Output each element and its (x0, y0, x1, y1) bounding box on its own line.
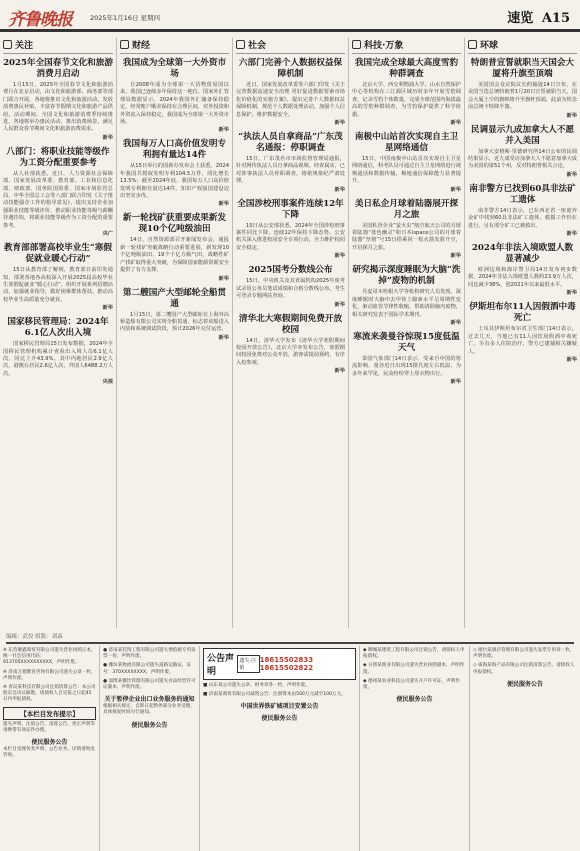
banner-title: 公告声明 (207, 654, 235, 677)
column-finance (116, 38, 232, 628)
article-source: 新华 (334, 186, 345, 193)
column-science (348, 38, 464, 628)
ad-subtitle: 关于暂停企业出口业务服务的通知 (104, 696, 195, 704)
article-body: 15日，中国南极中山站首次实现自主卫星网络通信，科考队员可通过自主卫星网络进行视频通话和数据传输，极地通信保障能力显著提升。 (352, 156, 461, 185)
article (352, 199, 461, 260)
banner-phone[interactable]: 18615502833 18615502822 (259, 656, 314, 672)
column-society (232, 38, 348, 628)
article (3, 243, 113, 311)
article (120, 58, 229, 133)
ad-item: ■ 济南某商贸有限公司减资公告：注册资本由500万元减至100万元。 (203, 692, 346, 698)
article (352, 332, 461, 385)
ad-item: 根据相关规定，自即日起暂停部分业务受理，具体恢复时间另行通知。 (103, 704, 195, 716)
column-heading: 财经 (120, 38, 229, 54)
editor-credit: 编辑：武佼 组版：刘淼 (6, 632, 574, 644)
article-source: 新华 (218, 201, 229, 208)
ad-column (0, 646, 100, 851)
service-notice-title: 便民服务公告 (261, 715, 298, 723)
article-source: 央广 (102, 231, 113, 238)
article (468, 184, 577, 237)
column-global (464, 38, 580, 628)
page-number: A15 (541, 11, 570, 26)
article (236, 265, 345, 307)
article-headline[interactable]: 2025年全国春节文化和旅游消费月启动 (3, 58, 113, 79)
ad-item: ● 潍坊某物流有限公司遗失道路运输证，证号：370XXXXXXXX，声明作废。 (103, 663, 192, 675)
article-source: 新华 (102, 134, 113, 141)
ad-item: ◆ 日照某渔业有限公司遗失营业执照副本，声明作废。 (363, 663, 465, 675)
article (3, 58, 113, 141)
article-body: 从人社部获悉，近日，人力资源社会保障部、国家发展改革委、教育部、工业和信息化部、财政部、国务院国资委、国家市场监管总局、中华全国总工会等八部门联合印发《关于推动技能强企工作的指导意见》，提出支持企业加强职业技能等级评价，推动职业技能等级与薪酬待遇挂钩，将职业技能等级作为工资分配的重要参考。 (3, 170, 113, 229)
article-headline[interactable]: 民调显示九成加拿大人不愿并入美国 (470, 124, 575, 146)
article-headline[interactable]: 教育部部署高校毕业生“寒假促就业暖心行动” (3, 243, 113, 265)
banner-tag: 遗失·注销 (237, 655, 259, 673)
article (236, 314, 345, 375)
article-headline[interactable]: 特朗普宣誓就职当天国会大厦将升旗至顶端 (470, 58, 575, 79)
ad-item: ◇ 威海某海产品有限公司注销清算公告，请债权人申报债权。 (473, 663, 575, 675)
article (468, 125, 577, 178)
article-body: 14日，自然资源部召开新闻发布会，通报新一轮找矿突破战略行动重要进展，新发现10个亿吨级油田、19个千亿方级气田，战略性矿产找矿取得重大突破，为保障国家能源资源安全提供了有力支撑。 (120, 237, 229, 274)
article-source: 新华 (450, 186, 461, 193)
section-icon (352, 40, 361, 49)
article-source: 新华 (218, 127, 229, 134)
article-source: 新华 (566, 112, 577, 119)
article-source: 新华 (450, 379, 461, 386)
article-headline[interactable]: 新一轮找矿获重要成果新发现10个亿吨级油田 (122, 213, 227, 235)
article (468, 58, 577, 119)
ad-banner[interactable] (203, 648, 356, 680)
article (236, 132, 345, 193)
article (468, 243, 577, 296)
ad-item: ◇ 烟台某酒店管理有限公司遗失发票专用章一枚，声明作废。 (473, 648, 575, 660)
article-source: 新华 (218, 275, 229, 282)
column-heading: 环球 (468, 38, 577, 54)
ad-column (470, 646, 580, 851)
service-notice-title: 便民服务公告 (506, 680, 543, 688)
newspaper-logo: 齐鲁晚报 (8, 10, 72, 30)
service-notice-title: 便民服务公告 (131, 721, 168, 729)
article-headline[interactable]: 第二艘国产大型邮轮全船贯通 (122, 287, 227, 309)
article-source: 新华 (566, 171, 577, 178)
article-body: 15日，广东茂名市市场监督管理局通报，针对网传执法人员自拿商品视频，经查属实，已对涉事执法人员停职调查，将依规依纪严肃处理。 (236, 156, 345, 185)
ad-item: ● 济南某装饰工程有限公司遗失增值税专用发票一份，声明作废。 (103, 648, 196, 660)
section-icon (3, 40, 12, 49)
article-headline[interactable]: 南极中山站首次实现自主卫星网络通信 (354, 132, 459, 154)
article-headline[interactable]: 清华北大寒假期间免费开放校园 (238, 313, 343, 335)
article-headline[interactable]: 我国成为全球第一大外资市场 (122, 58, 227, 79)
article-source: 新华 (218, 334, 229, 341)
article-body: 14日，清华大学发布《清华大学寒假期间校园开放公告》，北京大学亦发布公告，寒假期间校园免费对公众开放，游客需提前预约，有序入校参观。 (236, 337, 345, 366)
article (352, 132, 461, 193)
issue-date: 2025年1月16日 星期四 (90, 14, 161, 22)
service-notice-title: 便民服务公告 (31, 739, 68, 747)
article-body: 1月15日，2025年全国春节文化和旅游消费月在北京启动，由文化和旅游部、商务部等部门联合开展，各地将推出文化和旅游活动，发放消费惠民补贴，丰富春节假期文化和旅游产品供给。活动期间，全国文化和旅游消费季持续推进，各地将举办惠民活动，推出消费场景，满足人民群众春节期间文化和旅游消费需求。 (3, 82, 113, 133)
column-heading: 科技·万象 (352, 38, 461, 54)
service-notice-title: 便民服务公告 (396, 696, 433, 704)
article (352, 265, 461, 326)
ad-item: ◆ 德州某农业科技公司遗失开户许可证，声明作废。 (363, 678, 460, 691)
article-body: 从15日举行的国新办发布会上获悉，2024年我国共授权发明专利104.5万件，同比增长13.5%；截至2024年底，我国每万人口高价值发明专利拥有量达14件，知识产权强国建设迈出坚实步伐。 (120, 163, 229, 200)
article-headline[interactable]: 我国完成全球最大高度雪豹种群调查 (354, 58, 459, 79)
article-source: 新华 (450, 120, 461, 127)
section-icon (236, 40, 245, 49)
ad-item: ■ 山东某公司遗失公章、财务章各一枚，声明作废。 (203, 683, 310, 688)
ad-column (360, 646, 470, 851)
article-body: 美国国会众议院议长约翰逊14日宣布，在美国当选总统特朗普1月20日宣誓就职当天，国会大厦上空的旗帜将升至旗杆顶端，此前为悼念前总统卡特降半旗。 (468, 82, 577, 111)
ad-subtitle: 中国世界铁矿城项目安置公告 (240, 703, 319, 711)
article-source: 新华 (334, 301, 345, 308)
article-headline[interactable]: 研究揭示深度睡眠为大脑“洗掉”废物的机制 (352, 265, 461, 287)
section-name: 速览 (507, 11, 534, 26)
article (352, 58, 461, 126)
article (236, 58, 345, 126)
classified-ads (0, 646, 580, 851)
article-headline[interactable]: 2024年非法入境欧盟人数显著减少 (471, 243, 574, 265)
article-body: 15日，中央机关及其直属机构2025年度考试录用公务员笔试成绩和合格分数线公布，考生可登录专题网站查询。 (236, 278, 345, 300)
ad-column (100, 646, 200, 851)
article (236, 199, 345, 260)
article (468, 302, 577, 363)
article-body: 15日从公安部获悉，2024年全国涉校刑事案件同比下降，连续12年保持下降态势。公安机关深入推进校园安全专项行动，全力维护校园安全稳定。 (236, 222, 345, 251)
masthead (0, 0, 580, 32)
article-body: 1月15日，第二艘国产大型邮轮在上海外高桥造船有限公司实现全船贯通，标志着该船进入内装和系统调试阶段，预计2026年交付运营。 (120, 311, 229, 333)
article-source: 新华 (450, 253, 461, 260)
article-source: 央视 (102, 379, 113, 386)
article-body: 丹麦哥本哈根大学等机构研究人员发现，深度睡眠时大脑中去甲肾上腺素水平呈周期性变化，驱动血管节律性收缩，帮助清除脑内废物，相关研究发表于国际学术期刊。 (352, 289, 461, 318)
article-headline[interactable]: 寒流来袭曼谷惊现15度低温天气 (353, 331, 460, 353)
article (120, 288, 229, 341)
article-source: 新华 (566, 231, 577, 238)
article (3, 147, 113, 237)
article-body: 15日从教育部了解到，教育部日前印发通知，部署各地各高校深入开展2025届高校毕业生寒假促就业“暖心行动”，组织开展系列招聘活动，加强就业指导，做好困难群体帮扶，推动高校毕业生高质量充分就业。 (3, 267, 113, 303)
section-icon (468, 40, 477, 49)
article-headline[interactable]: 六部门完善个人数据权益保障机制 (238, 58, 343, 79)
article-headline[interactable]: 全国涉校刑事案件连续12年下降 (237, 198, 344, 220)
article-body: 北京大学、西交利物浦大学、山水自然保护中心等机构在三江源区域历时多年开展雪豹调查，记录雪豹个体数量，完成全球范围内海拔最高的雪豹种群调查，为雪豹保护提供了科学依据。 (352, 82, 461, 118)
article-source: 新华 (334, 253, 345, 260)
article-source: 新华 (566, 290, 577, 297)
article-body: 南非警方14日表示，已在西北省一座废弃金矿中找到60具非法矿工遗体，救援工作仍在进行，另有部分矿工已被救出。 (468, 207, 577, 229)
ad-box-body: 遗失声明、注销公告、清算公告、更正声明等请携带有效证件办理。 (3, 721, 95, 733)
ad-item: ● 淄博某餐饮管理有限公司遗失食品经营许可证副本，声明作废。 (103, 678, 196, 691)
article-body: 加拿大安格斯·里德研究所14日公布的民调结果显示，近九成受访加拿大人不愿意加拿大成为美国的第51个州，反对特朗普相关言论。 (468, 148, 577, 170)
ad-item: ◆ 聊城某建筑工程有限公司注销公告，请债权人申报债权。 (363, 648, 465, 660)
column-heading: 关注 (3, 38, 113, 54)
article-body: 国家移民管理局15日发布数据，2024年全国移民管理机构累计查验出入境人员6.1亿人次，同比上升43.9%。其中内地居民2.9亿人次，港澳台居民2.6亿人次，外国人6488.2万人次。 (3, 341, 113, 377)
article-headline[interactable]: 南非警方已找到60具非法矿工遗体 (469, 183, 576, 205)
article-body: 欧洲边境和海岸警卫局14日发布初步数据，2024年非法入境欧盟人数约23.9万人次，同比减少38%，创2021年以来最低水平。 (468, 267, 577, 288)
article-source: 新华 (334, 120, 345, 127)
article-source: 新华 (566, 356, 577, 363)
column-heading: 社会 (236, 38, 345, 54)
article-headline[interactable]: 国家移民管理局：2024年6.1亿人次出入境 (7, 317, 109, 339)
article-headline[interactable]: 美日私企月球着陆器展开探月之旅 (354, 198, 459, 220)
article (120, 139, 229, 207)
page-tag (507, 7, 570, 26)
service-notice-body: 本栏目受理各类声明、公告业务，详情请致电咨询。 (3, 747, 95, 759)
article-headline[interactable]: 伊斯坦布尔11人因假酒中毒死亡 (469, 302, 576, 324)
column-attention (0, 38, 116, 628)
article-body: 自2008年成为全球第一大货物贸易国以来，我国已连续多年保持这一地位。国家外汇管理局数据显示，2024年我国外汇储备保持稳定，经常账户顺差保持在合理区间，对外投资和外资流入保持稳定，我国成为全球第一大外资市场。 (120, 82, 229, 126)
ad-item: ※ 济南万德教育咨询有限公司遗失公章一枚，声明作废。 (3, 669, 96, 681)
article-body: 美国私营企业“萤火虫”航空航天公司的月球着陆器“蓝色幽灵”和日本ispace公司的月球着陆器“坚韧”号15日搭乘同一枚火箭发射升空，开启探月之旅。 (352, 222, 461, 251)
ad-box-title: 【本栏目发布提示】 (3, 707, 96, 720)
section-icon (120, 40, 129, 49)
article-headline[interactable]: 2025国考分数线公布 (248, 265, 333, 276)
article-body: 泰国气象部门14日表示，受来自中国的寒流影响，曼谷近日出现15摄氏度左右低温，为多年来罕见，民众纷纷穿上厚衣物出行。 (352, 355, 461, 377)
article-source: 新华 (334, 368, 345, 375)
article-source: 新华 (450, 319, 461, 326)
ad-column (200, 646, 360, 851)
article-body: 土耳其伊斯坦布尔省卫生部门14日表示，过去几天，当地已有11人因饮用假酒中毒死亡，另有多人住院治疗，警方已逮捕相关嫌疑人。 (468, 326, 577, 355)
ad-item: ※ 东营聚鑫商贸有限公司遗失营业执照正本，统一社会信用代码：913705XXXXXXXXXX，声明作废。 (3, 648, 96, 666)
article-body: 近日，国家发展改革委等六部门印发《关于完善数据流通安全治理 更好促进数据要素市场化价值化的实施方案》，提出完善个人数据权益保障机制，规范个人数据处理活动，加强个人信息保护，维护数据安全。 (236, 82, 345, 118)
article-source: 新华 (102, 305, 113, 312)
article (120, 213, 229, 281)
article (3, 317, 113, 385)
article-headline[interactable]: 我国每万人口高价值发明专利拥有量达14件 (122, 139, 227, 161)
ad-item: ※ 青岛某科技有限公司注销清算公告：本公司股东会决议解散，请债权人自见报之日起45日内申报债权。 (3, 685, 96, 703)
article-headline[interactable]: 八部门：将职业技能等级作为工资分配重要参考 (6, 146, 110, 168)
article-headline[interactable]: “执法人员自拿商品”广东茂名通报：停职调查 (238, 132, 343, 154)
